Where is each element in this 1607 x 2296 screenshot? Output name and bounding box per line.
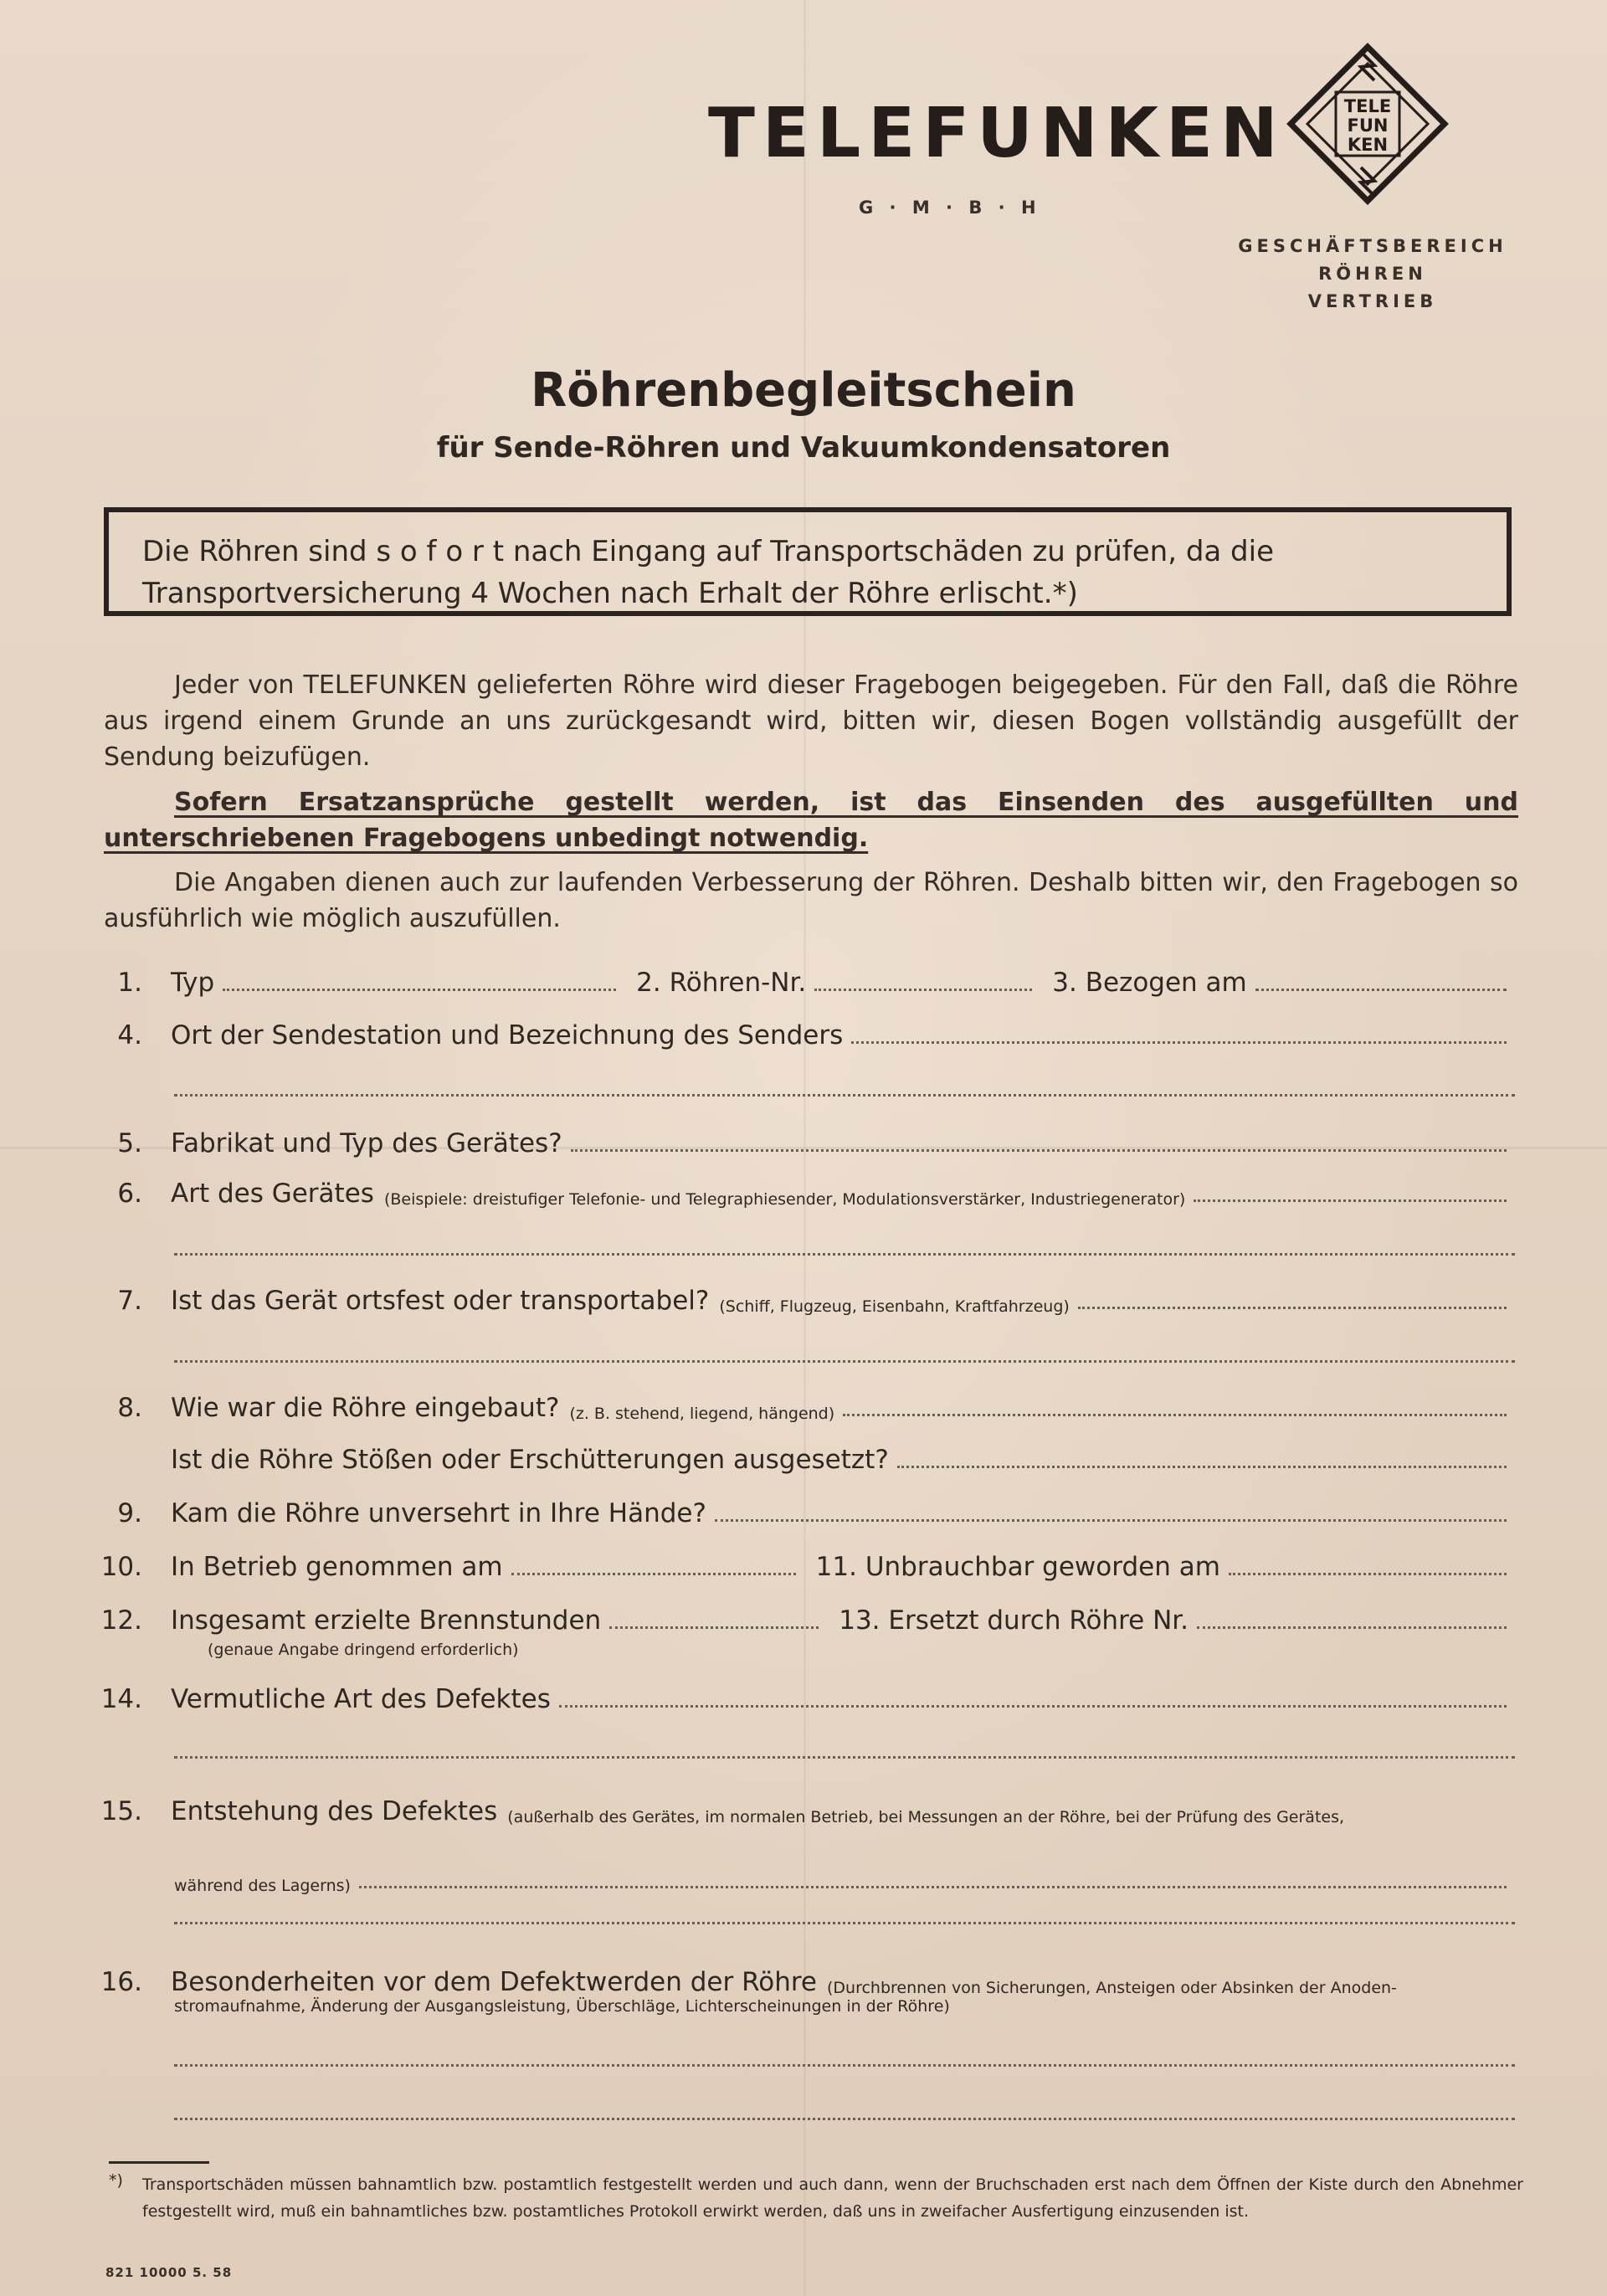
field-label-defect-kind: Vermutliche Art des Defektes (171, 1684, 551, 1714)
field-number: 14. (100, 1684, 142, 1714)
field-device-kind-input-line[interactable] (174, 1251, 1515, 1256)
field-device-kind-input[interactable] (1194, 1196, 1507, 1202)
field-label-text: Ersetzt durch Röhre Nr. (888, 1605, 1189, 1636)
field-number: 15. (100, 1796, 142, 1826)
logo-line: KEN (1347, 135, 1389, 155)
field-label-station: Ort der Sendestation und Bezeichnung des Senders (171, 1020, 844, 1050)
field-defect-kind-input[interactable] (559, 1702, 1507, 1708)
field-label-intact: Kam die Röhre unversehrt in Ihre Hände? (171, 1498, 706, 1528)
division-line: VERTRIEB (1307, 291, 1438, 311)
field-label-typ: Typ (171, 968, 215, 998)
footnote-rule (109, 2161, 209, 2164)
form-row-7 (92, 1279, 1515, 1316)
field-intact-input[interactable] (715, 1516, 1507, 1522)
field-hint: (Beispiele: dreistufiger Telefonie- und Telegraphiesender, Modulationsverstärker, Industriegenerator) (383, 1190, 1186, 1209)
field-type-input[interactable] (223, 985, 616, 991)
document-title: Röhrenbegleitschein (531, 363, 1076, 418)
form-row-1-3 (92, 961, 1515, 998)
field-label-start-date: In Betrieb genommen am (171, 1552, 503, 1582)
field-number: 12. (100, 1605, 142, 1636)
field-number: 3. (1052, 968, 1077, 998)
division-line: RÖHREN (1318, 264, 1427, 284)
field-label-text: Röhren-Nr. (669, 968, 807, 998)
field-label-device-make: Fabrikat und Typ des Gerätes? (171, 1128, 562, 1158)
field-number: 13. (839, 1605, 881, 1636)
field-label-peculiarities: Besonderheiten vor dem Defektwerden der Röhre (171, 1967, 817, 1997)
field-mounting-input[interactable] (843, 1410, 1507, 1416)
field-number: 6. (117, 1179, 142, 1209)
field-label-text: Bezogen am (1085, 968, 1247, 998)
form-row-12-13 (92, 1599, 1515, 1636)
field-note-burn-hours: (genaue Angabe dringend erforderlich) (208, 1641, 519, 1659)
form-row-15b (174, 1858, 1515, 1895)
field-station-input-line[interactable] (174, 1092, 1515, 1097)
form-row-4 (92, 1014, 1515, 1050)
field-label-burn-hours: Insgesamt erzielte Brennstunden (171, 1605, 602, 1636)
intro-paragraph: Jeder von TELEFUNKEN gelieferten Röhre wird dieser Fragebogen beigegeben. Für den Fall, daß die Röhre aus irgend einem Grunde an uns zurückgesandt wird, bitten wir, diesen Bogen vollständig ausgefüllt der Sendung beizufügen. (104, 670, 1518, 772)
field-label-mobility: Ist das Gerät ortsfest oder transportabel? (171, 1286, 710, 1316)
field-defect-kind-input-line[interactable] (174, 1754, 1515, 1759)
field-station-input[interactable] (851, 1038, 1507, 1044)
field-shocks-input[interactable] (897, 1462, 1507, 1468)
field-hint-continued: stromaufnahme, Änderung der Ausgangsleistung, Überschläge, Lichterscheinungen in der Röhre) (174, 1997, 950, 2016)
field-peculiarities-input-line[interactable] (174, 2062, 1515, 2067)
form-row-16 (92, 1960, 1515, 1997)
field-number: 16. (100, 1967, 142, 1997)
field-replacement-input[interactable] (1197, 1623, 1507, 1629)
field-mobility-input[interactable] (1078, 1303, 1507, 1309)
field-device-make-input[interactable] (571, 1146, 1507, 1152)
field-failure-date-input[interactable] (1229, 1569, 1507, 1575)
field-label-shocks: Ist die Röhre Stößen oder Erschütterungen ausgesetzt? (171, 1445, 889, 1475)
logo-line: FUN (1347, 116, 1389, 136)
field-hint: (Durchbrennen von Sicherungen, Ansteigen oder Absinken der Anoden- (827, 1979, 1397, 1997)
field-label-tube-number (636, 968, 806, 998)
field-number: 11. (815, 1552, 857, 1582)
field-mobility-input-line[interactable] (174, 1359, 1515, 1363)
claim-requirement-paragraph: Sofern Ersatzansprüche gestellt werden, ist das Einsenden des ausgefüllten und unterschriebenen Fragebogens unbedingt notwendig. (104, 788, 1518, 853)
field-start-date-input[interactable] (511, 1569, 796, 1575)
field-received-date-input[interactable] (1255, 985, 1507, 991)
division-line: GESCHÄFTSBEREICH (1238, 236, 1507, 256)
field-label-failure-date (816, 1552, 1220, 1582)
field-number: 5. (117, 1128, 142, 1158)
field-burn-hours-input[interactable] (609, 1623, 819, 1629)
footnote-text: Transportschäden müssen bahnamtlich bzw. postamtlich festgestellt werden und auch dann, wenn der Bruchschaden erst nach dem Öffnen der Kiste durch den Abnehmer festgestellt wird, muß ein bahnamtliches bzw. postamtliches Protokoll erwirkt werden, daß uns in zweifacher Ausfertigung einzusenden ist. (142, 2175, 1523, 2221)
field-number: 9. (117, 1498, 142, 1528)
form-row-5 (92, 1122, 1515, 1158)
field-hint: (z. B. stehend, liegend, hängend) (569, 1405, 835, 1423)
field-label-mounting: Wie war die Röhre eingebaut? (171, 1393, 560, 1423)
telefunken-logo-icon (1284, 40, 1451, 208)
form-row-6 (92, 1172, 1515, 1209)
field-label-replacement (839, 1605, 1189, 1636)
form-row-10-11 (92, 1545, 1515, 1582)
legal-form: G · M · B · H (859, 198, 1041, 218)
field-number: 1. (117, 968, 142, 998)
field-number: 8. (117, 1393, 142, 1423)
brand-name: TELEFUNKEN (708, 94, 1286, 173)
form-row-8 (92, 1386, 1515, 1423)
field-number: 2. (636, 968, 661, 998)
field-defect-origin-input-line[interactable] (174, 1920, 1515, 1924)
field-label-device-kind: Art des Gerätes (171, 1179, 374, 1209)
division-block (1214, 233, 1532, 316)
field-label-received-date (1052, 968, 1246, 998)
field-tube-number-input[interactable] (814, 985, 1032, 991)
field-number: 10. (100, 1552, 142, 1582)
field-hint: (Schiff, Flugzeug, Eisenbahn, Kraftfahrzeug) (719, 1297, 1070, 1316)
field-peculiarities-input-line[interactable] (174, 2116, 1515, 2120)
footnote-mark: *) (109, 2171, 123, 2190)
field-label-defect-origin: Entstehung des Defektes (171, 1796, 498, 1826)
field-hint-continued: während des Lagerns) (174, 1877, 351, 1895)
form-row-9 (92, 1492, 1515, 1528)
field-number: 4. (117, 1020, 142, 1050)
field-label-text: Unbrauchbar geworden am (865, 1552, 1220, 1582)
field-defect-origin-input[interactable] (359, 1883, 1507, 1888)
transport-notice-box: Die Röhren sind s o f o r t nach Eingang auf Transportschäden zu prüfen, da die Transportversicherung 4 Wochen nach Erhalt der Röhre erlischt.*) (104, 507, 1512, 616)
form-row-14 (92, 1677, 1515, 1714)
field-hint: (außerhalb des Gerätes, im normalen Betrieb, bei Messungen an der Röhre, bei der Prüfung des Gerätes, (507, 1808, 1345, 1826)
form-row-15 (92, 1790, 1515, 1826)
improvement-paragraph: Die Angaben dienen auch zur laufenden Verbesserung der Röhren. Deshalb bitten wir, den Fragebogen so ausführlich wie möglich auszufüllen. (104, 868, 1518, 933)
field-number: 7. (117, 1286, 142, 1316)
logo-line: TELE (1343, 96, 1392, 116)
document-subtitle: für Sende-Röhren und Vakuumkondensatoren (436, 431, 1171, 465)
print-code: 821 10000 5. 58 (105, 2265, 233, 2280)
form-row-8b (92, 1438, 1515, 1475)
